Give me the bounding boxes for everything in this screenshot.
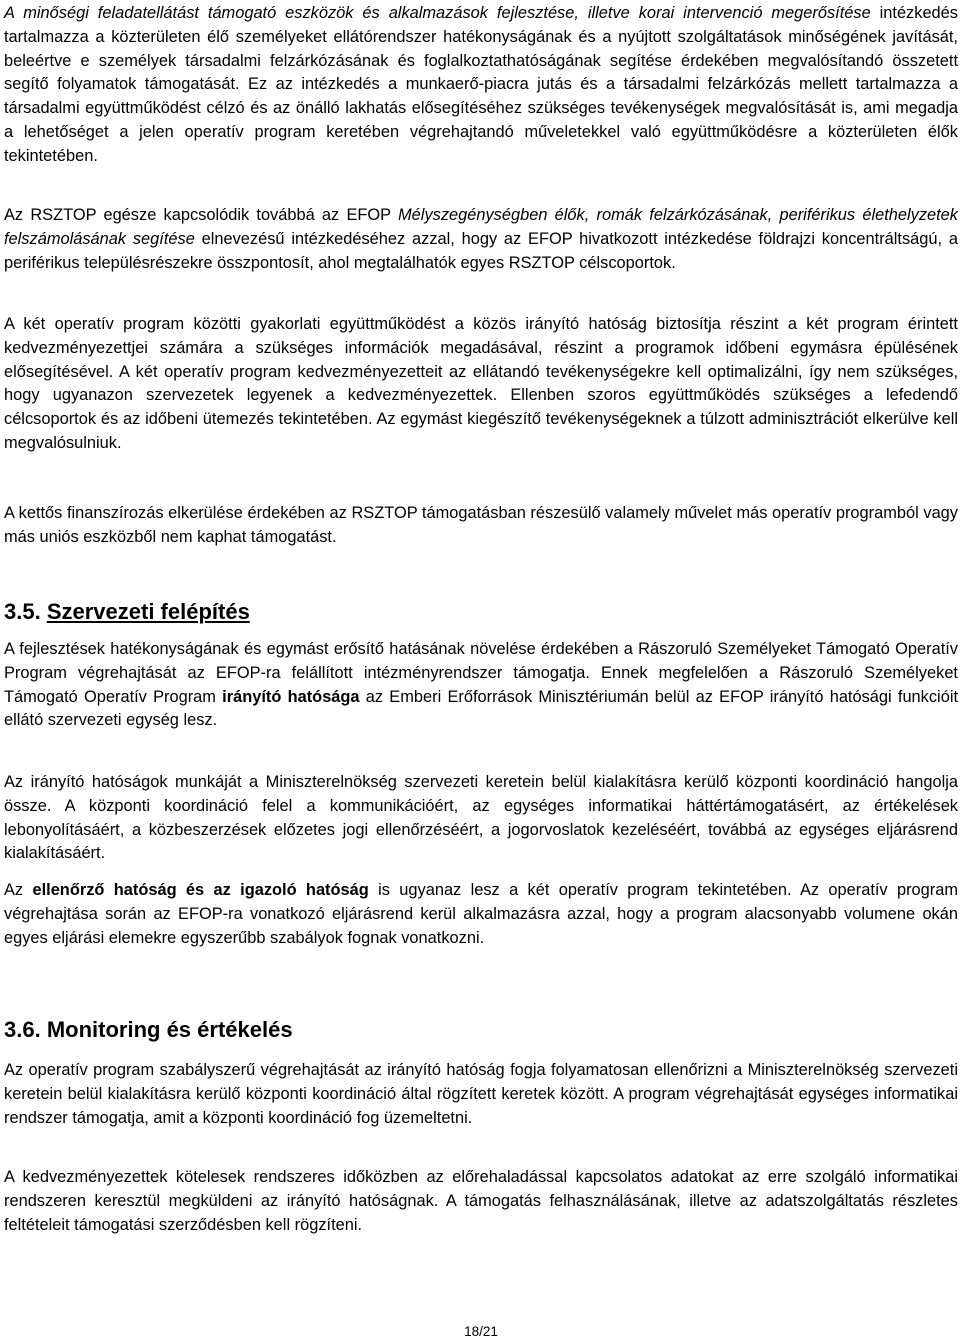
section-number: 3.5. [4, 599, 41, 624]
managing-authority-before: A fejlesztések hatékonyságának és egymást erősítő hatásának növelése érdekében a Rászoruló Személyeket Támogató Operatív Program végrehajtását az EFOP-ra felállított intézményrendszer támogatja. Ennek megfelelően a Rászoruló Személyeket Támogató Operatív Program [4, 640, 958, 706]
audit-authority-after: is ugyanaz lesz a két operatív program tekintetében. Az operatív program végrehajtása során az EFOP-ra vonatkozó eljárásrend kerül alkalmazásra azzal, hogy a program alacsonyabb volumene okán egyes eljárási elemekre egyszerűbb szabályok fognak vonatkozni. [4, 881, 958, 947]
paragraph-monitoring: Az operatív program szabályszerű végrehajtását az irányító hatóság fogja folyamatosan ellenőrizni a Miniszterelnökség szervezeti keretein belül kialakításra kerülő központi koordináció által rögzített keretek között. A program végrehajtását egységes informatikai rendszer támogatja, amit a központi koordináció fog üzemeltetni. [4, 1061, 958, 1127]
paragraph-reporting: A kedvezményezettek kötelesek rendszeres időközben az előrehaladással kapcsolatos adatokat az erre szolgáló informatikai rendszeren keresztül megküldeni az irányító hatóságnak. A támogatás felhasználásának, illetve az adatszolgáltatás részletes feltételeit támogatási szerződésben kell rögzíteni. [4, 1168, 958, 1234]
efop-measure-title: Mélyszegénységben élők, romák felzárkózásának, periférikus élethelyzetek felszámolásának segítése [4, 206, 958, 248]
paragraph-managing-authority [4, 638, 958, 733]
audit-authority-before: Az [4, 881, 33, 899]
paragraph-cooperation: A két operatív program közötti gyakorlati együttműködést a közös irányító hatóság biztosítja részint a két program érintett kedvezményezettjei számára a szükséges információk megadásával, részint a programok időbeni egymásra épülésének elősegítésével. A két operatív program kedvezményezetteit az ellátandó tevékenységekre kell optimalizálni, így nem szükséges, hogy ugyanazon szervezetek legyenek a kedvezményezettek. Ellenben szoros együttműködés szükséges a lefedendő célcsoportok és az időbeni ütemezés tekintetében. Az egymást kiegészítő tevékenységeknek a túlzott adminisztrációt elkerülve kell megvalósulniuk. [4, 315, 958, 452]
section-heading-monitoring [4, 1016, 293, 1044]
intervention-text: intézkedés tartalmazza a közterületen élő személyeket ellátórendszer hatékonyságának és a nyújtott szolgáltatások minőségének javítását, beleértve e személyek társadalmi felzárkózásának és foglalkoztathatóságának segítése érdekében megvalósítandó összetett segítő folyamatok támogatását. Ez az intézkedés a munkaerő-piacra jutás és a társadalmi felzárkózás mellett tartalmazza a társadalmi együttműködést célzó és az önálló lakhatás elősegítéséhez szükséges tevékenységek megvalósítását is, ami megadja a lehetőséget a jelen operatív program keretében végrehajtandó műveletekkel való együttműködésre a közterületen élők tekintetében. [4, 4, 958, 165]
paragraph-double-financing: A kettős finanszírozás elkerülése érdekében az RSZTOP támogatásban részesülő valamely művelet más operatív programból vagy más uniós eszközből nem kaphat támogatást. [4, 504, 958, 546]
managing-authority-after: az Emberi Erőforrások Minisztériumán belül az EFOP irányító hatósági funkcióit ellátó szervezeti egység lesz. [4, 687, 959, 730]
paragraph-audit-authority [4, 879, 958, 950]
efop-link-before: Az RSZTOP egésze kapcsolódik továbbá az EFOP [4, 206, 399, 224]
page-number: 18/21 [464, 1324, 498, 1339]
paragraph-intervention [4, 2, 958, 169]
efop-link-after: elnevezésű intézkedéséhez azzal, hogy az EFOP hivatkozott intézkedése földrajzi koncentráltságú, a periférikus településrészekre összpontosít, ahol megtalálhatók egyes RSZTOP célscoportok. [4, 229, 958, 272]
paragraph-efop-link [4, 204, 958, 275]
section-title: Szervezeti felépítés [46, 599, 250, 624]
section-number: 3.6. [4, 1017, 41, 1042]
paragraph-central-coordination: Az irányító hatóságok munkáját a Miniszterelnökség szervezeti keretein belül kialakításra kerülő központi koordináció hangolja össze. A központi koordináció felel a kommunikációért, az egységes informatikai háttértámogatásért, az értékelések lebonyolításáért, a közbeszerzések előzetes jogi ellenőrzéséért, a jogorvoslatok kezeléséért, továbbá az egységes eljárásrend kialakításáért. [4, 773, 958, 863]
intervention-title: A minőségi feladatellátást támogató eszközök és alkalmazások fejlesztése, illetve korai intervenció megerősítése [4, 4, 871, 22]
audit-authority-bold: ellenőrző hatóság és az igazoló hatóság [32, 881, 369, 899]
section-heading-organisation [4, 598, 250, 626]
section-title: Monitoring és értékelés [46, 1017, 293, 1042]
managing-authority-bold: irányító hatósága [222, 687, 360, 706]
